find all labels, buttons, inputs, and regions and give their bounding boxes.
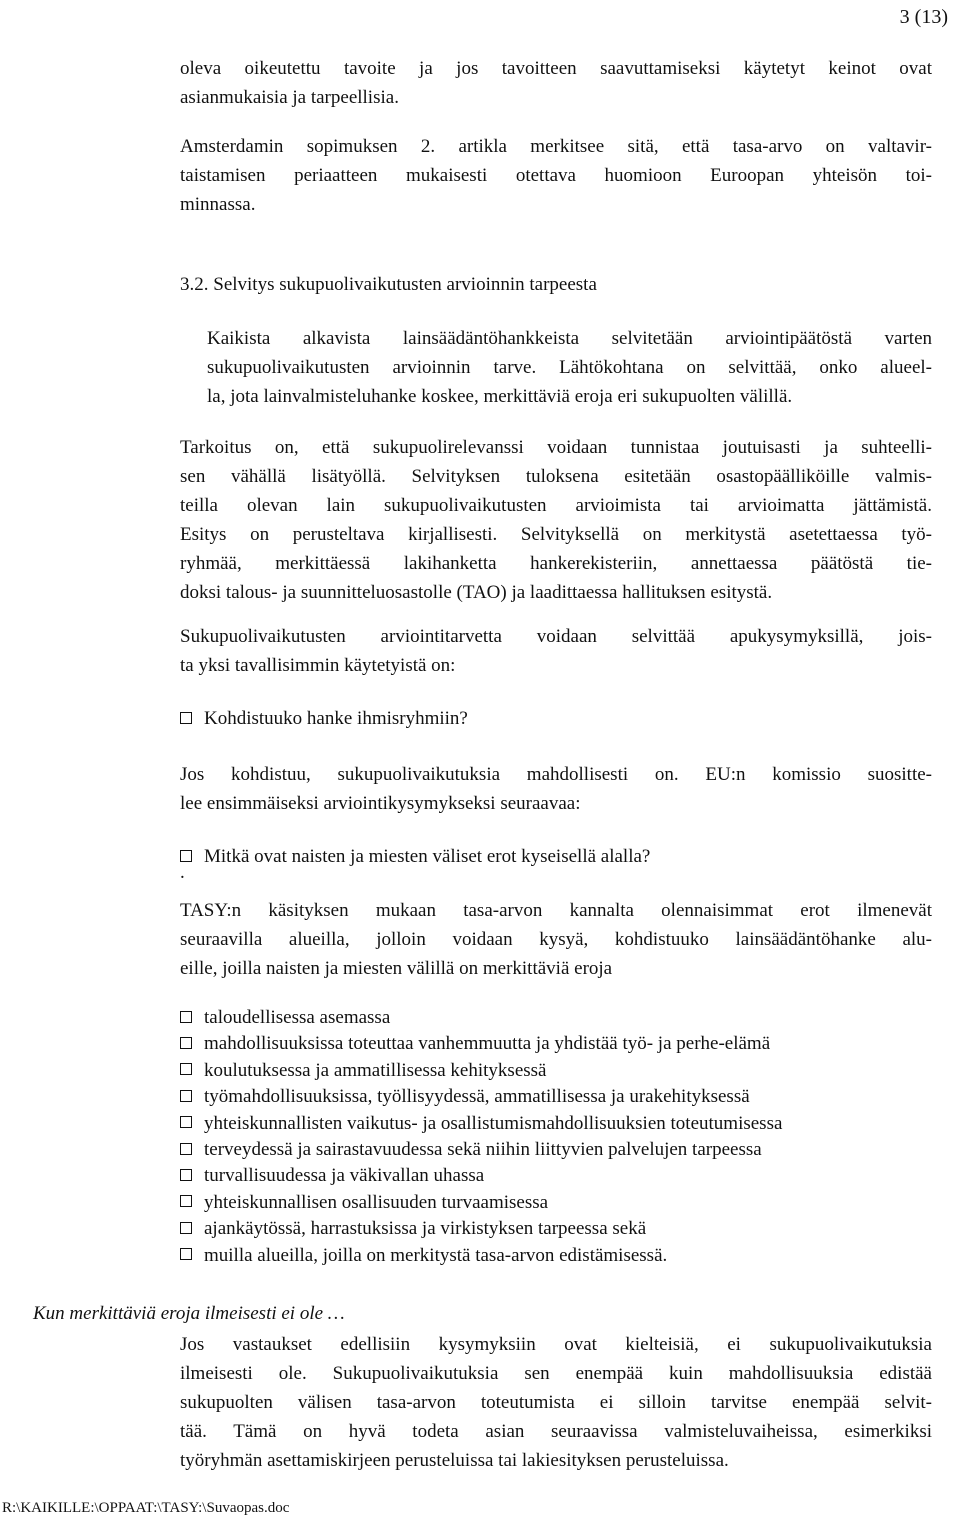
list-item-text: koulutuksessa ja ammatillisessa kehityksessä: [204, 1059, 547, 1081]
checkbox-bullet-icon: [180, 1063, 192, 1075]
text-line: Amsterdamin sopimuksen 2. artikla merkitsee sitä, että tasa-arvo on valtavir-: [180, 136, 932, 157]
list-item: [180, 1243, 782, 1269]
paragraph-amsterdam: [180, 132, 932, 219]
list-item-text: mahdollisuuksissa toteuttaa vanhemmuutta ja yhdistää työ- ja perhe-elämä: [204, 1033, 771, 1055]
checkbox-bullet-icon: [180, 1143, 192, 1155]
text-line: doksi talous- ja suunnitteluosastolle (TAO) ja laadittaessa hallituksen esitystä.: [180, 582, 773, 603]
text-line: seuraavilla alueilla, jolloin voidaan kysyä, kohdistuuko lainsäädäntöhanke alu-: [180, 929, 932, 950]
question-text: Mitkä ovat naisten ja miesten väliset erot kyseisellä alalla?: [204, 846, 651, 867]
section-heading: 3.2. Selvitys sukupuolivaikutusten arvioinnin tarpeesta: [180, 274, 597, 295]
text-line: eille, joilla naisten ja miesten välillä on merkittäviä eroja: [180, 958, 613, 979]
paragraph-intro: [180, 54, 932, 112]
text-line: la, jota lainvalmisteluhanke koskee, merkittäviä eroja eri sukupuolten välillä.: [207, 386, 793, 407]
checkbox-bullet-icon: [180, 1248, 192, 1260]
list-item-text: yhteiskunnallisten vaikutus- ja osallistumismahdollisuuksien toteutumisessa: [204, 1112, 783, 1134]
text-line: sukupuolivaikutusten arvioinnin tarve. Lähtökohtana on selvittää, onko alueel-: [207, 357, 932, 378]
checkbox-bullet-icon: [180, 1195, 192, 1207]
text-line: minnassa.: [180, 194, 256, 215]
text-line: Tarkoitus on, että sukupuolirelevanssi voidaan tunnistaa joutuisasti ja suhteelli-: [180, 437, 932, 458]
footer-file-path: R:\KAIKILLE:\OPPAAT:\TASY:\Suvaopas.doc: [2, 1500, 290, 1516]
checkbox-bullet-icon: [180, 712, 192, 724]
text-line: teilla olevan lain sukupuolivaikutusten arvioimista tai arvioimatta jättämistä.: [180, 495, 932, 516]
checkbox-bullet-icon: [180, 1116, 192, 1128]
subheading: Kun merkittäviä eroja ilmeisesti ei ole …: [33, 1303, 345, 1324]
text-line: työryhmän asettamiskirjeen perusteluissa tai lakiesityksen perusteluissa.: [180, 1450, 729, 1471]
list-item-text: yhteiskunnallisen osallisuuden turvaamisessa: [204, 1191, 549, 1213]
areas-list: [180, 1005, 782, 1269]
text-line: Jos vastaukset edellisiin kysymyksiin ovat kielteisiä, ei sukupuolivaikutuksia: [180, 1334, 932, 1355]
checkbox-bullet-icon: [180, 1037, 192, 1049]
checkbox-bullet-icon: [180, 1011, 192, 1023]
text-line: tää. Tämä on hyvä todeta asian seuraavissa valmisteluvaiheissa, esimerkiksi: [180, 1421, 932, 1442]
list-item-text: taloudellisessa asemassa: [204, 1007, 391, 1028]
text-line: Esitys on perusteltava kirjallisesti. Selvityksellä on merkitystä asetettaessa työ-: [180, 524, 932, 545]
question-bullet: [180, 704, 468, 733]
list-item: [180, 1216, 782, 1242]
text-line: sen vähällä lisätyöllä. Selvityksen tuloksena esitetään osastopäälliköille valmis-: [180, 466, 932, 487]
list-item-text: ajankäytössä, harrastuksissa ja virkistyksen tarpeessa sekä: [204, 1218, 647, 1240]
paragraph-tasy: [180, 896, 932, 983]
list-item-text: muilla alueilla, joilla on merkitystä tasa-arvon edistämisessä.: [204, 1244, 668, 1266]
text-line: oleva oikeutettu tavoite ja jos tavoitteen saavuttamiseksi käytetyt keinot ovat: [180, 58, 932, 79]
list-item: [180, 1163, 782, 1189]
list-item-text: työmahdollisuuksissa, työllisyydessä, ammatillisessa ja urakehityksessä: [204, 1086, 750, 1108]
list-item: [180, 1190, 782, 1216]
text-line: Jos kohdistuu, sukupuolivaikutuksia mahdollisesti on. EU:n komissio suosittе-: [180, 764, 932, 785]
list-item: [180, 1084, 782, 1110]
text-line: asianmukaisia ja tarpeellisia.: [180, 87, 399, 108]
list-item: [180, 1031, 782, 1057]
text-line: TASY:n käsityksen mukaan tasa-arvon kannalta olennaisimmat erot ilmenevät: [180, 900, 932, 921]
paragraph-commission: [180, 760, 932, 818]
list-item-text: terveydessä ja sairastavuudessa sekä niihin liittyvien palvelujen tarpeessa: [204, 1138, 762, 1160]
paragraph-assessment: [207, 324, 932, 411]
text-line: lee ensimmäiseksi arviointikysymykseksi seuraavaa:: [180, 793, 581, 814]
list-item: [180, 1058, 782, 1084]
list-item: [180, 1137, 782, 1163]
list-item-text: turvallisuudessa ja väkivallan uhassa: [204, 1165, 485, 1187]
paragraph-questions: [180, 622, 932, 680]
list-item: [180, 1005, 782, 1031]
text-line: ta yksi tavallisimmin käytetyistä on:: [180, 655, 456, 676]
page-number: 3 (13): [899, 6, 948, 28]
text-line: sukupuolten välisen tasa-arvon toteutumista ei silloin tarvitse enempää selvit-: [180, 1392, 932, 1413]
list-item: [180, 1111, 782, 1137]
checkbox-bullet-icon: [180, 1090, 192, 1102]
stray-dot: .: [180, 862, 185, 883]
text-line: taistamisen periaatteen mukaisesti otettava huomioon Euroopan yhteisön toi-: [180, 165, 932, 186]
text-line: ryhmää, merkittäessä lakihanketta hankerekisteriin, annettaessa päätöstä tie-: [180, 553, 932, 574]
text-line: Kaikista alkavista lainsäädäntöhankkeista selvitetään arviointipäätöstä varten: [207, 328, 932, 349]
paragraph-conclusion: [180, 1330, 932, 1475]
paragraph-purpose: [180, 433, 932, 607]
text-line: Sukupuolivaikutusten arviointitarvetta voidaan selvittää apukysymyksillä, jois-: [180, 626, 932, 647]
question-text: Kohdistuuko hanke ihmisryhmiin?: [204, 708, 468, 729]
text-line: ilmeisesti ole. Sukupuolivaikutuksia sen enempää kuin mahdollisuuksia edistää: [180, 1363, 932, 1384]
checkbox-bullet-icon: [180, 850, 192, 862]
checkbox-bullet-icon: [180, 1222, 192, 1234]
checkbox-bullet-icon: [180, 1169, 192, 1181]
question-bullet: [180, 842, 650, 871]
